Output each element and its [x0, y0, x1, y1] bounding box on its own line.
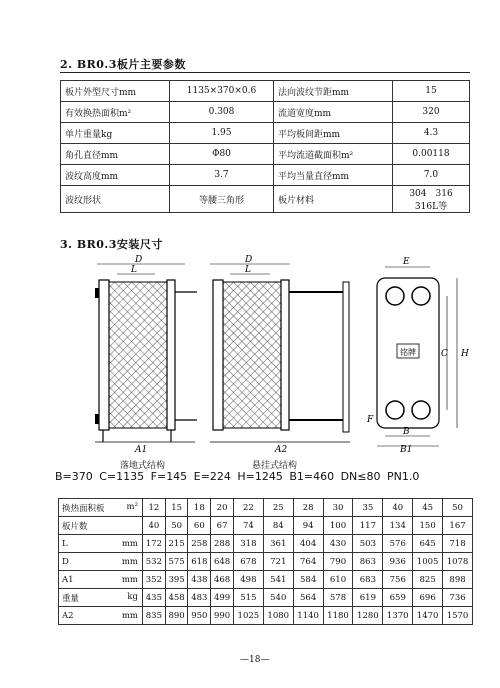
size-cell: 15 — [165, 499, 188, 517]
dim-E-label: E — [403, 257, 410, 267]
size-cell: 430 — [323, 535, 353, 553]
size-cell: 12 — [143, 499, 166, 517]
size-row-header — [59, 553, 143, 571]
size-cell: 1470 — [413, 607, 443, 625]
size-cell: 503 — [353, 535, 383, 553]
params-cell: 平均流道截面积m² — [274, 144, 393, 165]
params-cell: 1.95 — [170, 123, 274, 144]
params-cell: 角孔直径mm — [61, 144, 170, 165]
size-row — [59, 589, 473, 607]
size-row-header — [59, 535, 143, 553]
params-cell: 有效换热面积m² — [61, 102, 170, 123]
size-cell: 215 — [165, 535, 188, 553]
size-cell: 150 — [413, 517, 443, 535]
size-cell: 696 — [413, 589, 443, 607]
size-row-header — [59, 607, 143, 625]
size-cell: 863 — [353, 553, 383, 571]
hanging-type-caption: 悬挂式结构 — [252, 461, 298, 471]
size-cell: 790 — [323, 553, 353, 571]
hanging-type-exchanger — [210, 255, 350, 452]
size-row — [59, 535, 473, 553]
size-row-unit: kg — [127, 591, 138, 602]
size-row-name: A2 — [62, 610, 74, 621]
size-cell: 28 — [293, 499, 323, 517]
size-cell: 318 — [233, 535, 263, 553]
nameplate-label: 铭牌 — [400, 348, 416, 357]
params-cell: 单片重量kg — [61, 123, 170, 144]
size-cell: 404 — [293, 535, 323, 553]
params-cell: 0.308 — [170, 102, 274, 123]
params-row — [61, 123, 470, 144]
size-cell: 825 — [413, 571, 443, 589]
dim-D-label-floor: D — [135, 255, 143, 265]
size-row — [59, 553, 473, 571]
size-cell: 936 — [383, 553, 413, 571]
dim-L-label-hang: L — [245, 265, 251, 275]
params-cell: 0.00118 — [393, 144, 470, 165]
installation-size-table — [58, 498, 473, 625]
params-cell: Φ80 — [170, 144, 274, 165]
size-cell: 134 — [383, 517, 413, 535]
params-cell: 等腰三角形 — [170, 186, 274, 213]
params-row — [61, 186, 470, 213]
params-row — [61, 81, 470, 102]
size-cell: 1078 — [443, 553, 473, 571]
params-cell: 平均板间距mm — [274, 123, 393, 144]
dim-A1-label: A1 — [135, 445, 148, 452]
size-row-unit: mm — [121, 556, 138, 567]
params-row — [61, 165, 470, 186]
size-cell: 172 — [143, 535, 166, 553]
size-cell: 74 — [233, 517, 263, 535]
dim-D-label-hang: D — [245, 255, 253, 265]
size-cell: 835 — [143, 607, 166, 625]
dim-A2-label: A2 — [275, 445, 288, 452]
size-cell: 438 — [188, 571, 211, 589]
size-cell: 1370 — [383, 607, 413, 625]
section-2-rule — [60, 72, 470, 73]
size-row-name: 板片数 — [62, 521, 88, 532]
size-cell: 764 — [293, 553, 323, 571]
size-cell: 578 — [323, 589, 353, 607]
size-cell: 1280 — [353, 607, 383, 625]
size-cell: 541 — [263, 571, 293, 589]
params-cell: 15 — [393, 81, 470, 102]
size-row-name: 重量 — [62, 593, 80, 604]
size-cell: 575 — [165, 553, 188, 571]
size-cell: 117 — [353, 517, 383, 535]
size-cell: 736 — [443, 589, 473, 607]
key-dimensions-line: B=370 C=1135 F=145 E=224 H=1245 B1=460 DN≤80 PN1.0 — [55, 470, 420, 483]
floor-type-caption: 落地式结构 — [120, 461, 166, 471]
size-row — [59, 517, 473, 535]
params-cell: 3.7 — [170, 165, 274, 186]
size-cell: 618 — [188, 553, 211, 571]
size-cell: 435 — [143, 589, 166, 607]
size-cell: 167 — [443, 517, 473, 535]
size-cell: 584 — [293, 571, 323, 589]
size-cell: 258 — [188, 535, 211, 553]
size-row-header — [59, 571, 143, 589]
section-2-heading: 2. BR0.3板片主要参数 — [60, 58, 186, 71]
size-cell: 498 — [233, 571, 263, 589]
size-cell: 361 — [263, 535, 293, 553]
size-row-unit: mm — [121, 538, 138, 549]
size-cell: 619 — [353, 589, 383, 607]
size-row-header — [59, 499, 143, 517]
size-cell: 20 — [211, 499, 234, 517]
size-cell: 540 — [263, 589, 293, 607]
size-cell: 898 — [443, 571, 473, 589]
size-cell: 1025 — [233, 607, 263, 625]
size-cell: 645 — [413, 535, 443, 553]
params-cell: 平均当量直径mm — [274, 165, 393, 186]
size-cell: 610 — [323, 571, 353, 589]
installation-drawing — [85, 252, 475, 452]
dim-L-label-floor: L — [131, 265, 137, 275]
size-cell: 515 — [233, 589, 263, 607]
params-cell: 320 — [393, 102, 470, 123]
size-row-name: 换热面积板 — [62, 503, 105, 514]
params-cell: 1135×370×0.6 — [170, 81, 274, 102]
page-number: —18— — [240, 655, 270, 665]
params-cell: 法向波纹节距mm — [274, 81, 393, 102]
size-cell: 683 — [353, 571, 383, 589]
size-cell: 22 — [233, 499, 263, 517]
side-view — [366, 257, 469, 452]
size-row — [59, 499, 473, 517]
size-cell: 468 — [211, 571, 234, 589]
size-cell: 721 — [263, 553, 293, 571]
size-cell: 67 — [211, 517, 234, 535]
size-cell: 100 — [323, 517, 353, 535]
size-cell: 483 — [188, 589, 211, 607]
size-row-unit: mm — [121, 574, 138, 585]
size-cell: 288 — [211, 535, 234, 553]
size-cell: 60 — [188, 517, 211, 535]
size-cell: 648 — [211, 553, 234, 571]
size-row — [59, 607, 473, 625]
dim-H-label: H — [461, 349, 469, 359]
size-cell: 40 — [143, 517, 166, 535]
size-cell: 718 — [443, 535, 473, 553]
floor-type-exchanger — [95, 255, 197, 452]
size-cell: 45 — [413, 499, 443, 517]
size-cell: 84 — [263, 517, 293, 535]
params-cell: 流道宽度mm — [274, 102, 393, 123]
plate-parameters-table — [60, 80, 470, 213]
size-cell: 532 — [143, 553, 166, 571]
params-cell: 波纹形状 — [61, 186, 170, 213]
size-cell: 458 — [165, 589, 188, 607]
dim-C-label: C — [441, 349, 448, 359]
size-cell: 659 — [383, 589, 413, 607]
dim-B-label: B — [403, 427, 410, 437]
params-cell: 波纹高度mm — [61, 165, 170, 186]
size-cell: 352 — [143, 571, 166, 589]
section-3-heading: 3. BR0.3安装尺寸 — [60, 238, 163, 251]
size-cell: 18 — [188, 499, 211, 517]
size-cell: 1005 — [413, 553, 443, 571]
size-cell: 94 — [293, 517, 323, 535]
dim-F-label: F — [367, 415, 374, 425]
params-cell: 304 316 316L等 — [393, 186, 470, 213]
size-cell: 35 — [353, 499, 383, 517]
size-cell: 1080 — [263, 607, 293, 625]
size-cell: 950 — [188, 607, 211, 625]
size-cell: 1180 — [323, 607, 353, 625]
params-row — [61, 144, 470, 165]
size-cell: 756 — [383, 571, 413, 589]
size-row-header — [59, 517, 143, 535]
size-cell: 990 — [211, 607, 234, 625]
params-cell: 4.3 — [393, 123, 470, 144]
size-row-name: A1 — [62, 574, 74, 585]
size-cell: 30 — [323, 499, 353, 517]
params-row — [61, 102, 470, 123]
dim-B1-label: B1 — [400, 445, 413, 452]
size-row-header — [59, 589, 143, 607]
params-cell: 板片外型尺寸mm — [61, 81, 170, 102]
params-cell: 板片材料 — [274, 186, 393, 213]
size-cell: 25 — [263, 499, 293, 517]
size-cell: 890 — [165, 607, 188, 625]
size-cell: 1570 — [443, 607, 473, 625]
size-cell: 499 — [211, 589, 234, 607]
size-cell: 50 — [165, 517, 188, 535]
size-cell: 678 — [233, 553, 263, 571]
size-cell: 564 — [293, 589, 323, 607]
size-row — [59, 571, 473, 589]
size-cell: 1140 — [293, 607, 323, 625]
size-row-unit: m² — [126, 501, 138, 512]
size-cell: 40 — [383, 499, 413, 517]
size-cell: 50 — [443, 499, 473, 517]
params-cell: 7.0 — [393, 165, 470, 186]
size-row-name: D — [62, 556, 69, 567]
size-row-unit: mm — [121, 610, 138, 621]
size-row-name: L — [62, 538, 68, 549]
size-cell: 576 — [383, 535, 413, 553]
size-cell: 395 — [165, 571, 188, 589]
